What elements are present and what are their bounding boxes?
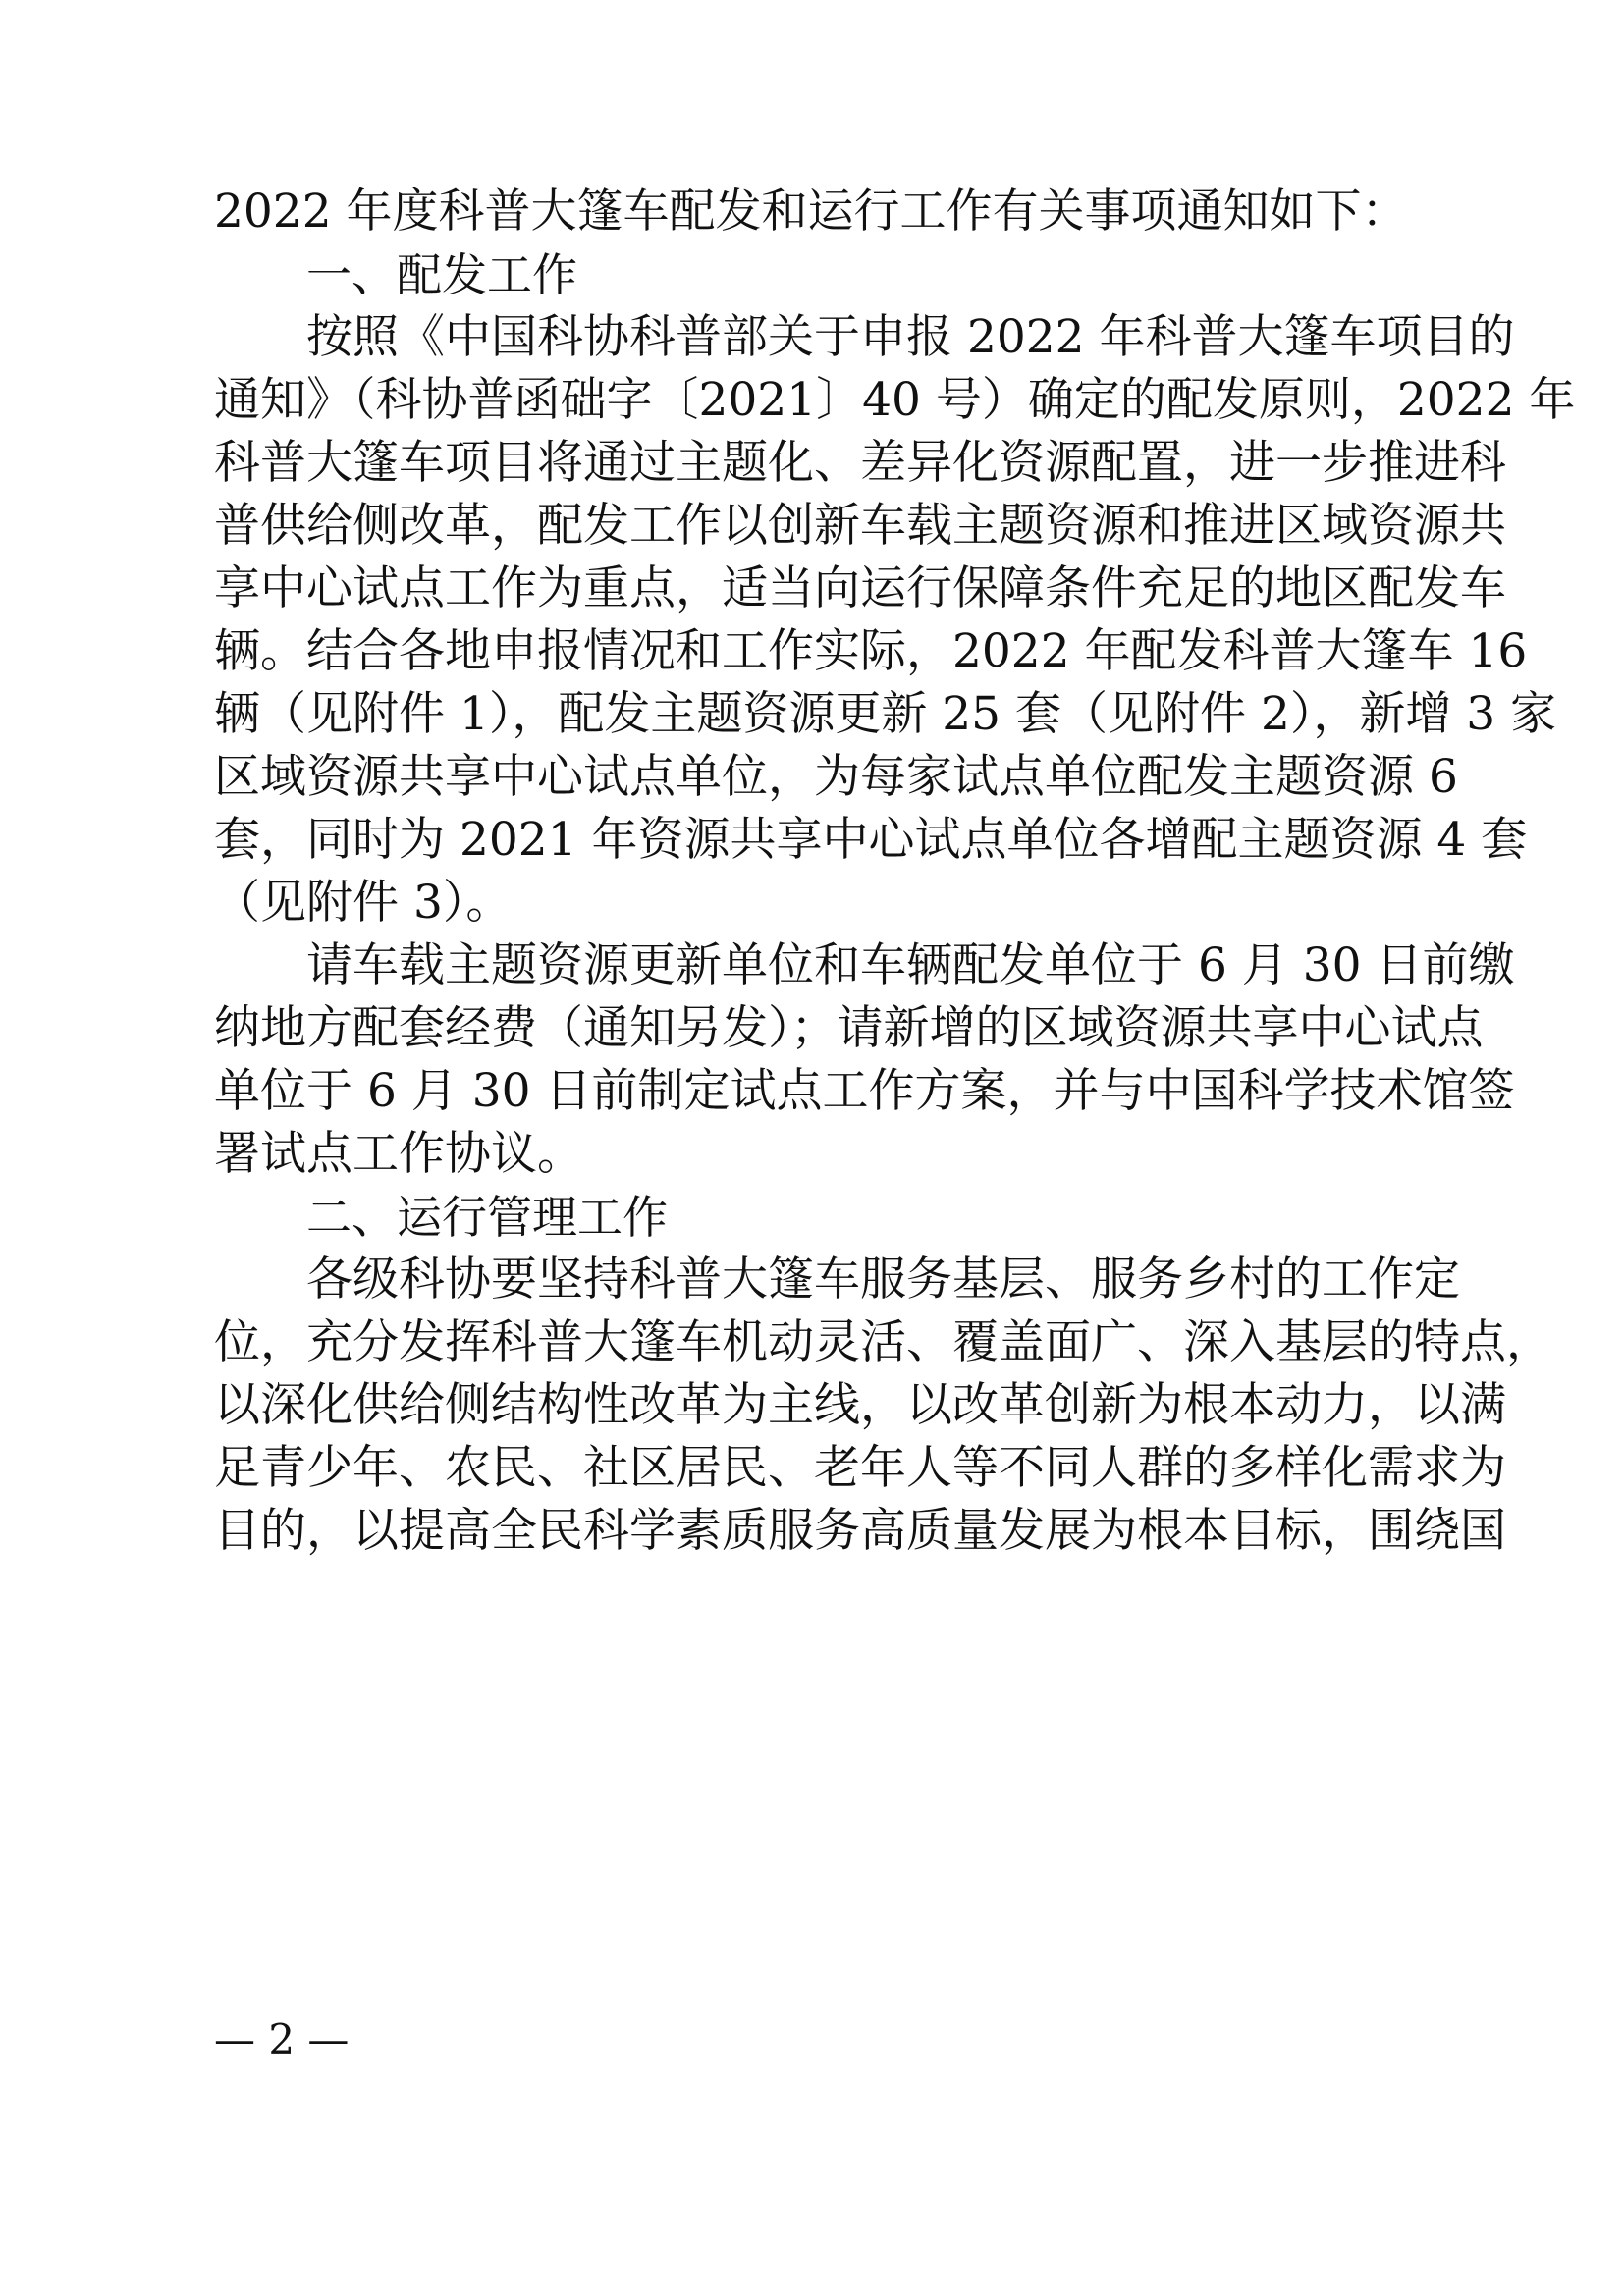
paragraph-line: 享中心试点工作为重点，适当向运行保障条件充足的地区配发车 [214, 561, 1506, 615]
paragraph-line: 辆。结合各地申报情况和工作实际，2022 年配发科普大篷车 16 [214, 624, 1528, 678]
paragraph-line: 纳地方配套经费（通知另发）；请新增的区域资源共享中心试点 [214, 1001, 1484, 1055]
paragraph-line: 通知》（科协普函础字〔2021〕40 号）确定的配发原则，2022 年 [214, 373, 1576, 427]
paragraph-line: 区域资源共享中心试点单位，为每家试点单位配发主题资源 6 [214, 750, 1458, 804]
paragraph-line: 单位于 6 月 30 日前制定试点工作方案，并与中国科学技术馆签 [214, 1064, 1515, 1118]
paragraph-line: 署试点工作协议。 [214, 1127, 583, 1181]
page-number: — 2 — [214, 2015, 350, 2063]
paragraph-line: 普供给侧改革，配发工作以创新车载主题资源和推进区域资源共 [214, 499, 1506, 553]
paragraph-line: 足青少年、农民、社区居民、老年人等不同人群的多样化需求为 [214, 1441, 1506, 1495]
section-heading-operation: 二、运行管理工作 [306, 1191, 668, 1244]
section-heading-distribution: 一、配发工作 [306, 248, 577, 301]
paragraph-line: 以深化供给侧结构性改革为主线，以改革创新为根本动力，以满 [214, 1378, 1506, 1432]
paragraph-line: 位，充分发挥科普大篷车机动灵活、覆盖面广、深入基层的特点， [214, 1315, 1552, 1369]
paragraph-line: 科普大篷车项目将通过主题化、差异化资源配置，进一步推进科 [214, 436, 1506, 490]
intro-line: 2022 年度科普大篷车配发和运行工作有关事项通知如下： [214, 185, 1408, 239]
paragraph-line: 各级科协要坚持科普大篷车服务基层、服务乡村的工作定 [306, 1253, 1460, 1307]
paragraph-line: （见附件 3）。 [214, 876, 513, 930]
paragraph-line: 套，同时为 2021 年资源共享中心试点单位各增配主题资源 4 套 [214, 813, 1528, 867]
paragraph-line: 请车载主题资源更新单位和车辆配发单位于 6 月 30 日前缴 [306, 938, 1515, 992]
paragraph-line: 目的，以提高全民科学素质服务高质量发展为根本目标，围绕国 [214, 1504, 1506, 1558]
paragraph-line: 按照《中国科协科普部关于申报 2022 年科普大篷车项目的 [306, 310, 1515, 364]
paragraph-line: 辆（见附件 1），配发主题资源更新 25 套（见附件 2），新增 3 家 [214, 687, 1557, 741]
